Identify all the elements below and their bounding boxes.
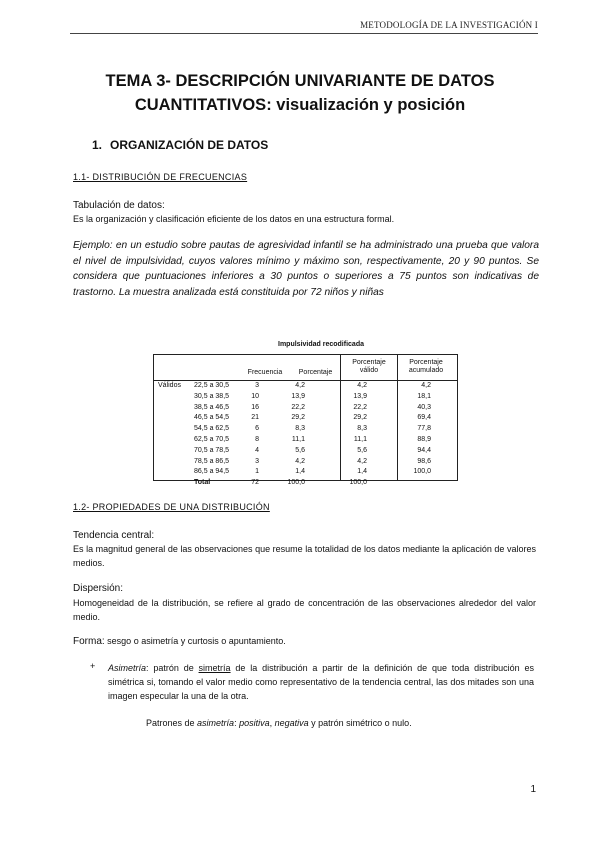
central-tendency-label: Tendencia central: bbox=[73, 530, 155, 541]
row-valid-percent: 22,2 bbox=[353, 403, 367, 411]
table-caption: Impulsividad recodificada bbox=[278, 341, 364, 348]
header-valido-line2: válido bbox=[359, 367, 379, 374]
total-label: Total bbox=[194, 479, 211, 487]
table-row bbox=[154, 403, 457, 414]
row-cumulative-percent: 4,2 bbox=[421, 382, 431, 389]
row-cumulative-percent: 18,1 bbox=[417, 392, 431, 400]
title-line-2 bbox=[60, 93, 540, 117]
shape-line bbox=[73, 636, 286, 647]
row-percent: 22,2 bbox=[291, 403, 305, 411]
tabulation-label: Tabulación de datos: bbox=[73, 200, 165, 211]
asymmetry-text-a: : patrón de bbox=[146, 663, 199, 673]
row-interval: 22,5 a 30,5 bbox=[194, 382, 230, 389]
shape-label: Forma: bbox=[73, 636, 105, 647]
title-line-2-rest: visualización y posición bbox=[271, 96, 466, 114]
row-cumulative-percent: 69,4 bbox=[417, 414, 431, 422]
row-percent: 8,3 bbox=[295, 425, 305, 433]
table-row bbox=[154, 381, 457, 392]
row-cumulative-percent: 100,0 bbox=[413, 468, 431, 476]
bullet-marker: + bbox=[90, 661, 96, 671]
asymmetry-text-b: de la distribución a partir de la definición de que toda distribución es simétrica si, tomando el valor medio como representativo de la tendencia central, las dos mitades son una imagen especular la una de la otra. bbox=[108, 663, 534, 701]
asymmetry-paragraph bbox=[108, 661, 534, 703]
section-1-number: 1. bbox=[92, 138, 103, 152]
row-frequency: 3 bbox=[255, 457, 259, 465]
dispersion-label: Dispersión: bbox=[73, 583, 124, 594]
asymmetry-patterns-line bbox=[146, 718, 412, 728]
row-valid-percent: 5,6 bbox=[357, 446, 367, 454]
patterns-text-d: y patrón simétrico o nulo. bbox=[308, 718, 412, 728]
section-1-title: ORGANIZACIÓN DE DATOS bbox=[110, 138, 269, 152]
central-tendency-text: Es la magnitud general de las observaciones que resume la totalidad de los datos mediante la aplicación de valores medios. bbox=[73, 544, 536, 568]
row-frequency: 10 bbox=[251, 392, 259, 400]
running-header: METODOLOGÍA DE LA INVESTIGACIÓN I bbox=[360, 20, 538, 30]
subsection-1-2-heading: 1.2- PROPIEDADES DE UNA DISTRIBUCIÓN bbox=[73, 502, 270, 512]
row-percent: 11,1 bbox=[291, 435, 305, 443]
header-acum-line1: Porcentaje bbox=[409, 359, 443, 366]
asymmetry-term: Asimetría bbox=[108, 663, 147, 673]
header-rule bbox=[70, 33, 538, 34]
table-row bbox=[154, 457, 457, 468]
row-frequency: 8 bbox=[255, 435, 259, 443]
symmetry-underlined: simetría bbox=[198, 663, 231, 673]
tabulation-text: Es la organización y clasificación eficiente de los datos en una estructura formal. bbox=[73, 214, 395, 224]
row-valid-percent: 29,2 bbox=[353, 414, 367, 422]
row-percent: 1,4 bbox=[295, 468, 305, 476]
table-body bbox=[154, 381, 457, 489]
header-acum-line2: acumulado bbox=[408, 367, 444, 374]
row-percent: 4,2 bbox=[295, 457, 305, 465]
header-porcentaje-valido bbox=[341, 359, 397, 375]
table-row bbox=[154, 392, 457, 403]
row-valid-percent: 4,2 bbox=[357, 382, 367, 389]
patterns-text-a: Patrones de bbox=[146, 718, 198, 728]
row-valid-percent: 8,3 bbox=[357, 425, 367, 433]
title-line-1: TEMA 3- DESCRIPCIÓN UNIVARIANTE DE DATOS bbox=[105, 72, 495, 90]
row-valid-percent: 4,2 bbox=[357, 457, 367, 465]
table-row bbox=[154, 424, 457, 435]
row-frequency: 1 bbox=[255, 468, 259, 476]
table-row bbox=[154, 446, 457, 457]
row-percent: 4,2 bbox=[295, 382, 305, 389]
header-porcentaje: Porcentaje bbox=[298, 369, 333, 376]
total-frequency: 72 bbox=[251, 479, 259, 487]
subsection-1-1-heading: 1.1- DISTRIBUCIÓN DE FRECUENCIAS bbox=[73, 172, 248, 182]
example-text: en un estudio sobre pautas de agresividad infantil se ha administrado una prueba que valora el nivel de impulsividad, cuyos valores mínimo y máximo son, respectivamente, 20 y 90 puntos. Se considera que puntuaciones inferiores a 30 puntos o superiores a 75 puntos son indicativas de trastorno. La muestra analizada está constituida por 72 niños y niñas bbox=[73, 240, 539, 298]
row-frequency: 21 bbox=[251, 414, 259, 422]
row-frequency: 6 bbox=[255, 425, 259, 433]
row-percent: 13,9 bbox=[291, 392, 305, 400]
header-frecuencia: Frecuencia bbox=[247, 369, 283, 376]
header-valido-line1: Porcentaje bbox=[352, 359, 386, 366]
row-interval: 54,5 a 62,5 bbox=[194, 425, 230, 433]
row-interval: 62,5 a 70,5 bbox=[194, 435, 230, 443]
title-line-2-bold: CUANTITATIVOS: bbox=[134, 96, 272, 114]
row-valid-percent: 11,1 bbox=[353, 435, 367, 443]
row-interval: 38,5 a 46,5 bbox=[194, 403, 230, 411]
row-percent: 29,2 bbox=[291, 414, 305, 422]
dispersion-text: Homogeneidad de la distribución, se refiere al grado de concentración de las observaciones alrededor del valor medio. bbox=[73, 598, 536, 622]
table-header-row bbox=[154, 355, 457, 381]
row-frequency: 16 bbox=[251, 403, 259, 411]
shape-text: sesgo o asimetría y curtosis o apuntamiento. bbox=[104, 636, 286, 646]
page-number: 1 bbox=[530, 784, 536, 795]
row-percent: 5,6 bbox=[295, 446, 305, 454]
total-percent: 100,0 bbox=[287, 479, 305, 487]
table-row bbox=[154, 413, 457, 424]
row-interval: 30,5 a 38,5 bbox=[194, 392, 230, 400]
frequency-table bbox=[153, 354, 458, 487]
patterns-negative: negativa bbox=[274, 718, 309, 728]
row-valid-percent: 13,9 bbox=[353, 392, 367, 400]
document-title bbox=[60, 69, 540, 117]
row-cumulative-percent: 98,6 bbox=[417, 457, 431, 465]
row-valid-percent: 1,4 bbox=[357, 468, 367, 476]
row-frequency: 3 bbox=[255, 382, 259, 389]
row-interval: 70,5 a 78,5 bbox=[194, 446, 230, 454]
row-cumulative-percent: 77,8 bbox=[417, 425, 431, 433]
row-interval: 78,5 a 86,5 bbox=[194, 457, 230, 465]
table-row bbox=[154, 467, 457, 478]
table-row bbox=[154, 435, 457, 446]
row-frequency: 4 bbox=[255, 446, 259, 454]
patterns-text-c: , bbox=[269, 718, 275, 728]
row-interval: 46,5 a 54,5 bbox=[194, 414, 230, 422]
valid-label: Válidos bbox=[158, 382, 181, 389]
example-paragraph bbox=[73, 238, 539, 300]
patterns-positive: positiva bbox=[239, 718, 270, 728]
header-porcentaje-acumulado bbox=[397, 359, 455, 375]
row-cumulative-percent: 88,9 bbox=[417, 435, 431, 443]
patterns-text-b: : bbox=[234, 718, 240, 728]
section-1-heading bbox=[92, 138, 268, 152]
example-label: Ejemplo: bbox=[73, 240, 113, 251]
patterns-term: asimetría bbox=[197, 718, 235, 728]
row-cumulative-percent: 40,3 bbox=[417, 403, 431, 411]
row-cumulative-percent: 94,4 bbox=[417, 446, 431, 454]
total-valid-percent: 100,0 bbox=[349, 479, 367, 487]
row-interval: 86,5 a 94,5 bbox=[194, 468, 230, 476]
table-total-row bbox=[154, 478, 457, 489]
